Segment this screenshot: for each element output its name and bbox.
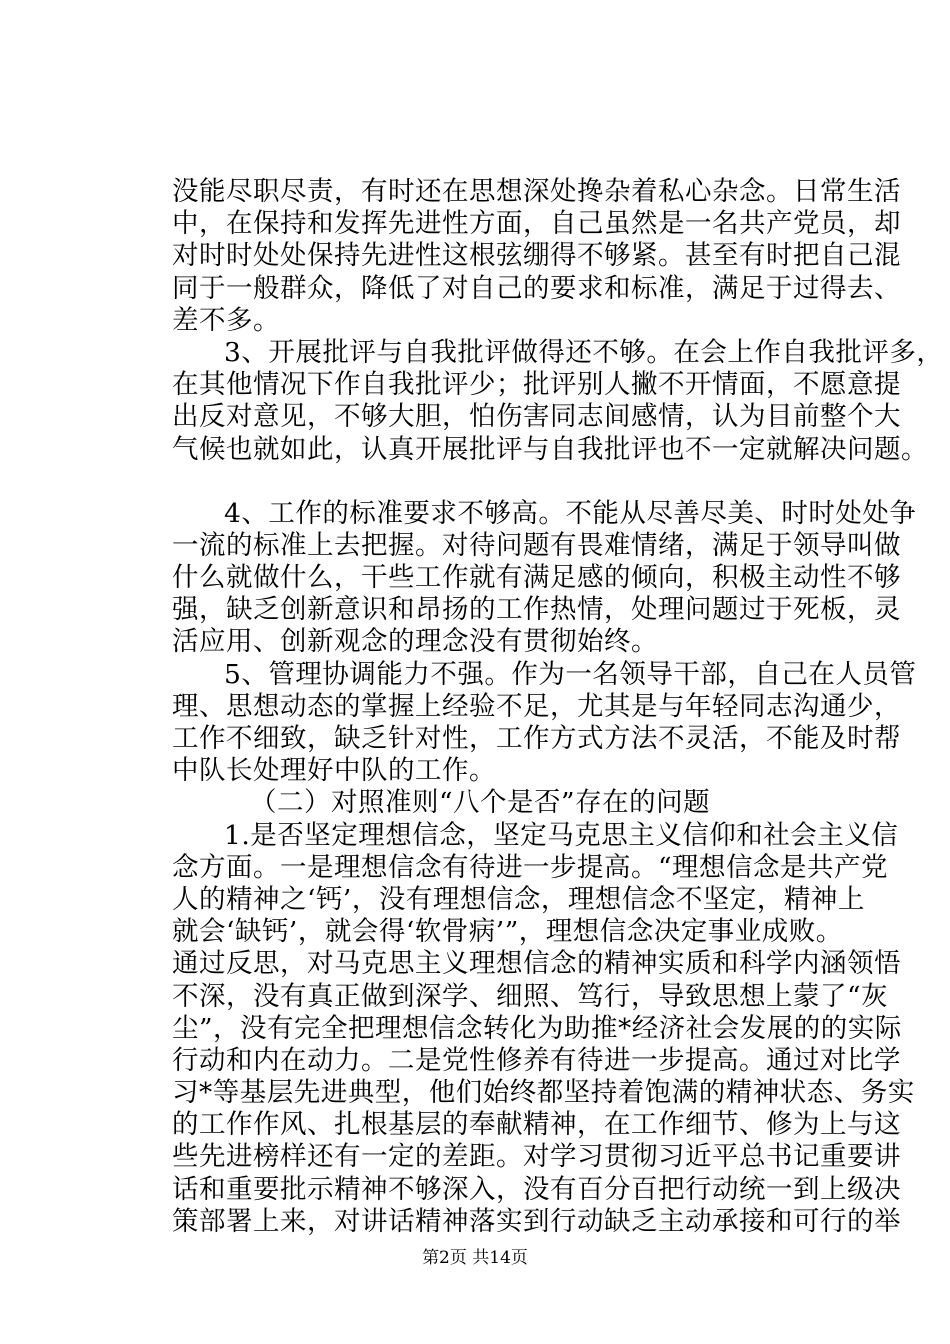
text-line: 就会‘缺钙’，就会得‘软骨病’”，理想信念决定事业成败。: [172, 916, 843, 948]
paragraph-start: 1.是否坚定理想信念，坚定马克思主义信仰和社会主义信: [224, 819, 899, 851]
document-body: [172, 176, 944, 1238]
text-line: 差不多。: [172, 304, 280, 336]
text-line: 气候也就如此，认真开展批评与自我批评也不一定就解决问题。: [172, 433, 928, 465]
text-line: 通过反思，对马克思主义理想信念的精神实质和科学内涵领悟: [172, 948, 901, 980]
text-line: 尘”，没有完全把理想信念转化为助推*经济社会发展的的实际: [172, 1012, 902, 1044]
text-line: 中，在保持和发挥先进性方面，自己虽然是一名共产党员，却: [172, 208, 901, 240]
text-line: 人的精神之‘钙’，没有理想信念，理想信念不坚定，精神上: [172, 883, 865, 915]
text-line: 理、思想动态的掌握上经验不足，尤其是与年轻同志沟通少，: [172, 690, 901, 722]
text-line: 的工作作风、扎根基层的奉献精神，在工作细节、修为上与这: [172, 1109, 901, 1141]
text-line: 一流的标准上去把握。对待问题有畏难情绪，满足于领导叫做: [172, 529, 901, 561]
paragraph-gap: [172, 466, 832, 498]
text-line: 什么就做什么，干些工作就有满足感的倾向，积极主动性不够: [172, 562, 901, 594]
text-line: 念方面。一是理想信念有待进一步提高。“理想信念是共产党: [172, 851, 889, 883]
paragraph-start: 4、工作的标准要求不够高。不能从尽善尽美、时时处处争: [224, 497, 917, 529]
page-number-footer: 第2页 共14页: [422, 1248, 528, 1268]
text-line: 行动和内在动力。二是党性修养有待进一步提高。通过对比学: [172, 1044, 901, 1076]
text-line: 同于一般群众，降低了对自己的要求和标准，满足于过得去、: [172, 272, 901, 304]
text-line: 出反对意见，不够大胆，怕伤害同志间感情，认为目前整个大: [172, 401, 901, 433]
text-line: 活应用、创新观念的理念没有贯彻始终。: [172, 626, 658, 658]
text-line: 中队长处理好中队的工作。: [172, 755, 496, 787]
text-line: 在其他情况下作自我批评少；批评别人撇不开情面，不愿意提: [172, 369, 901, 401]
text-line: 不深，没有真正做到深学、细照、笃行，导致思想上蒙了“灰: [172, 980, 889, 1012]
text-line: 策部署上来，对讲话精神落实到行动缺乏主动承接和可行的举: [172, 1205, 901, 1237]
text-line: 习*等基层先进典型，他们始终都坚持着饱满的精神状态、务实: [172, 1077, 915, 1109]
paragraph-start: 3、开展批评与自我批评做得还不够。在会上作自我批评多，: [224, 336, 944, 368]
text-line: 工作不细致，缺乏针对性，工作方式方法不灵活，不能及时帮: [172, 723, 901, 754]
paragraph-start: 5、管理协调能力不强。作为一名领导干部，自己在人员管: [224, 658, 917, 690]
text-line: 强，缺乏创新意识和昂扬的工作热情，处理问题过于死板，灵: [172, 594, 901, 626]
text-line: 话和重要批示精神不够深入，没有百分百把行动统一到上级决: [172, 1173, 901, 1205]
text-line: 对时时处处保持先进性这根弦绷得不够紧。甚至有时把自己混: [172, 240, 901, 272]
section-heading: （二）对照准则“八个是否”存在的问题: [250, 787, 711, 819]
text-line: 没能尽职尽责，有时还在思想深处搀杂着私心杂念。日常生活: [172, 176, 901, 207]
text-line: 些先进榜样还有一定的差距。对学习贯彻习近平总书记重要讲: [172, 1141, 901, 1173]
